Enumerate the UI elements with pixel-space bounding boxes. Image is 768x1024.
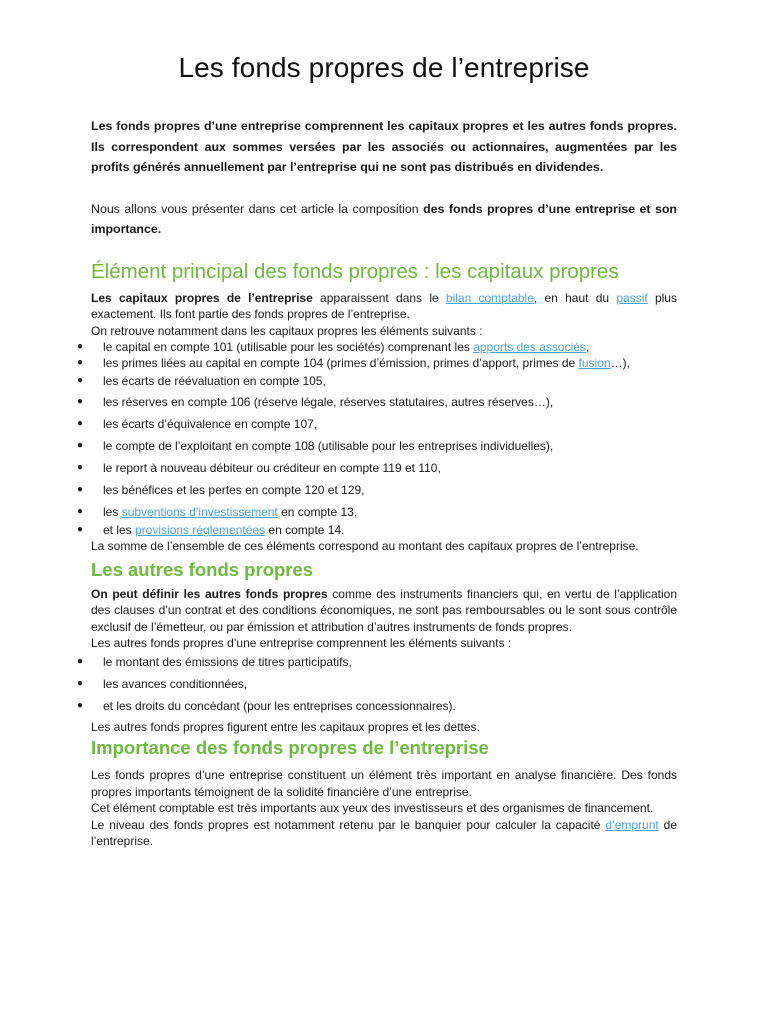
list-item-text: les écarts d’équivalence en compte 107, [103,417,318,431]
list-item [77,355,677,371]
capitaux-propres-list [77,339,677,538]
bullet-icon: ● [77,418,84,429]
intro-paragraph-2 [91,199,677,240]
list-item-text: le compte de l’exploitant en compte 108 (utilisable pour les entreprises individuelles), [103,439,554,453]
list-item [77,652,677,672]
list-item-text: les bénéfices et les pertes en compte 120 et 129, [103,483,365,497]
section1-bold-text: Les capitaux propres de l’entreprise [91,290,313,305]
bullet-icon: ● [77,655,84,667]
section1-text-a: apparaissent dans le [312,290,446,305]
link-provisions-reglementees[interactable]: provisions réglementées [135,523,266,537]
list-item-text: les écarts de réévaluation en compte 105, [103,374,326,388]
list-item [77,414,677,434]
section-heading-capitaux-propres: Élément principal des fonds propres : les capitaux propres [91,259,619,283]
section2-closing: Les autres fonds propres figurent entre les capitaux propres et les dettes. [91,719,480,734]
bullet-icon: ● [77,440,84,451]
bullet-icon: ● [77,524,84,535]
section3-paragraph-1: Les fonds propres d’une entreprise constituent un élément très important en analyse financière. Des fonds propres importants témoignent de la solidité financière d’une entreprise. [91,768,677,799]
section1-paragraph-2: On retrouve notamment dans les capitaux propres les éléments suivants : [91,323,483,338]
list-item [77,696,677,716]
document-title: Les fonds propres de l’entreprise [178,52,590,83]
link-bilan-comptable[interactable]: bilan comptable [445,290,534,305]
list-item-text-end: en compte 13, [277,505,358,519]
list-item-text: et les [103,523,136,537]
list-item-text-end: en compte 14. [265,523,345,537]
section1-paragraph-1 [91,290,677,323]
section-heading-autres-fonds-propres: Les autres fonds propres [91,558,314,580]
list-item-text: le capital en compte 101 (utilisable pour les sociétés) comprenant les [103,340,474,354]
intro2-bold-text: des fonds propres d’une entreprise et son importance. [91,201,677,236]
section3-paragraph-2: Cet élément comptable est très importants aux yeux des investisseurs et des organismes de financement. [91,801,654,815]
section3-text-a: Le niveau des fonds propres est notamment retenu par le banquier pour calculer la capacité [91,817,606,832]
section2-text: comme des instruments financiers qui, en vertu de l’application des clauses d’un contrat et des conditions économiques, ne sont pas remboursables ou le sont sous contrôle exclusif de l’émetteur, ou par émission et attribution d’autres instruments de fonds propres. [91,586,678,634]
bullet-icon: ● [77,699,84,711]
section2-paragraph-2: Les autres fonds propres d’une entreprise comprennent les éléments suivants : [91,636,512,650]
list-item [77,372,677,390]
list-item-text: le montant des émissions de titres participatifs, [103,654,352,669]
bullet-icon: ● [77,357,84,368]
intro2-text: Nous allons vous présenter dans cet article la composition [91,201,424,216]
section1-closing: La somme de l’ensemble de ces éléments correspond au montant des capitaux propres de l’entreprise. [91,539,639,553]
section1-text-c: plus exactement. Ils font partie des fonds propres de l’entreprise. [91,290,677,321]
list-item [77,436,677,456]
list-item [77,480,677,500]
bullet-icon: ● [77,396,84,407]
list-item-text-end: …), [610,356,630,370]
list-item [77,392,677,412]
list-item [77,502,677,522]
section3-text-b: de l’entreprise. [91,817,677,848]
list-item-text: les primes liées au capital en compte 104 (primes d’émission, primes d’apport, primes de [103,356,579,370]
bullet-icon: ● [77,484,84,495]
section2-paragraph-1 [91,586,677,636]
list-item-text: les [103,505,122,519]
link-apports-des-associes[interactable]: apports des associés [473,340,586,354]
link-fusion[interactable]: fusion [578,356,611,370]
link-passif[interactable]: passif [616,290,648,305]
list-item-text-end: , [585,340,590,354]
autres-fonds-propres-list [77,652,677,716]
list-item [77,522,677,538]
list-item-text: les avances conditionnées, [103,676,248,691]
intro-paragraph: Les fonds propres d’une entreprise comprennent les capitaux propres et les autres fonds propres. Ils correspondent aux sommes versées par les associés ou actionnaires, augmentées par les profits générés annuellement par l’entreprise qui ne sont pas distribués en dividendes. [91,119,677,174]
bullet-icon: ● [77,341,84,352]
bullet-icon: ● [77,677,84,689]
list-item [77,458,677,478]
link-subventions-investissement[interactable]: subventions d’investissement [121,505,278,519]
list-item-text: les réserves en compte 106 (réserve légale, réserves statutaires, autres réserves…), [103,395,554,409]
section3-paragraph-3 [91,817,677,850]
list-item [77,674,677,694]
section2-bold-text: On peut définir les autres fonds propres [91,586,328,601]
section1-text-b: , en haut du [533,290,617,305]
list-item-text: et les droits du concédant (pour les entreprises concessionnaires). [103,698,456,713]
section-heading-importance: Importance des fonds propres de l’entreprise [91,737,489,758]
bullet-icon: ● [77,375,84,386]
list-item-text: le report à nouveau débiteur ou créditeur en compte 119 et 110, [103,461,441,475]
bullet-icon: ● [77,462,84,473]
link-emprunt[interactable]: d’emprunt [605,817,659,832]
list-item [77,339,677,355]
bullet-icon: ● [77,506,84,517]
